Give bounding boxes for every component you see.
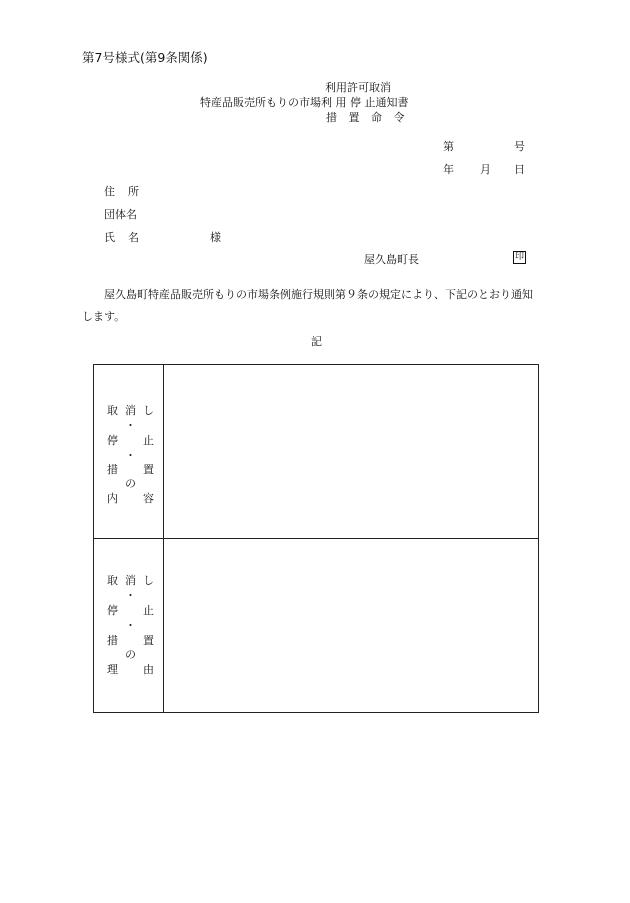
label-char: 止 <box>143 434 154 447</box>
honorific: 様 <box>210 231 221 244</box>
content-cell[interactable] <box>164 365 538 538</box>
label-char: 消 <box>125 574 136 587</box>
date-day: 日 <box>514 163 525 176</box>
body-text: 屋久島町特産品販売所もりの市場条例施行規則第９条の規定により、下記のとおり通知します。 <box>82 288 533 323</box>
title-stack-top: 利用許可取消 <box>325 81 391 94</box>
title-stack-bottom: 措 置 命 令 <box>326 111 409 124</box>
label-char: 置 <box>143 634 154 647</box>
label-cell-reason <box>94 539 164 712</box>
number-prefix: 第 <box>443 140 454 153</box>
label-dot: ・ <box>125 419 136 432</box>
label-char: 消 <box>125 404 136 417</box>
label-char: の <box>125 648 136 661</box>
label-dot: ・ <box>125 589 136 602</box>
label-char: 容 <box>143 492 154 505</box>
label-dot: ・ <box>125 449 136 462</box>
date-month: 月 <box>480 163 491 176</box>
label-char: 理 <box>107 663 118 676</box>
reason-cell[interactable] <box>164 539 538 712</box>
number-suffix: 号 <box>514 140 525 153</box>
label-char: し <box>143 404 154 417</box>
label-char: 由 <box>143 663 154 676</box>
label-char: 止 <box>143 604 154 617</box>
label-char: 停 <box>107 434 118 447</box>
details-table <box>93 364 539 713</box>
date-year: 年 <box>443 163 454 176</box>
address-label: 住所 <box>104 185 152 198</box>
issuer-title: 屋久島町長 <box>364 253 419 266</box>
label-char: 置 <box>143 463 154 476</box>
table-row-reason <box>94 538 538 712</box>
label-char: 措 <box>107 634 118 647</box>
label-char: 取 <box>107 404 118 417</box>
label-dot: ・ <box>125 619 136 632</box>
seal-mark: 印 <box>514 252 524 262</box>
label-char: 内 <box>107 492 118 505</box>
label-char: の <box>125 477 136 490</box>
label-char: 取 <box>107 574 118 587</box>
label-char: し <box>143 574 154 587</box>
document-title: 特産品販売所もりの市場利 用 停 止通知書 <box>200 96 409 109</box>
label-char: 措 <box>107 463 118 476</box>
ki-heading: 記 <box>311 335 322 348</box>
label-cell-content <box>94 365 164 538</box>
name-label: 氏名 <box>104 231 152 244</box>
label-char: 停 <box>107 604 118 617</box>
form-number: 第7号様式(第9条関係) <box>82 50 208 65</box>
table-row-content <box>94 365 538 538</box>
group-label: 団体名 <box>104 208 137 221</box>
